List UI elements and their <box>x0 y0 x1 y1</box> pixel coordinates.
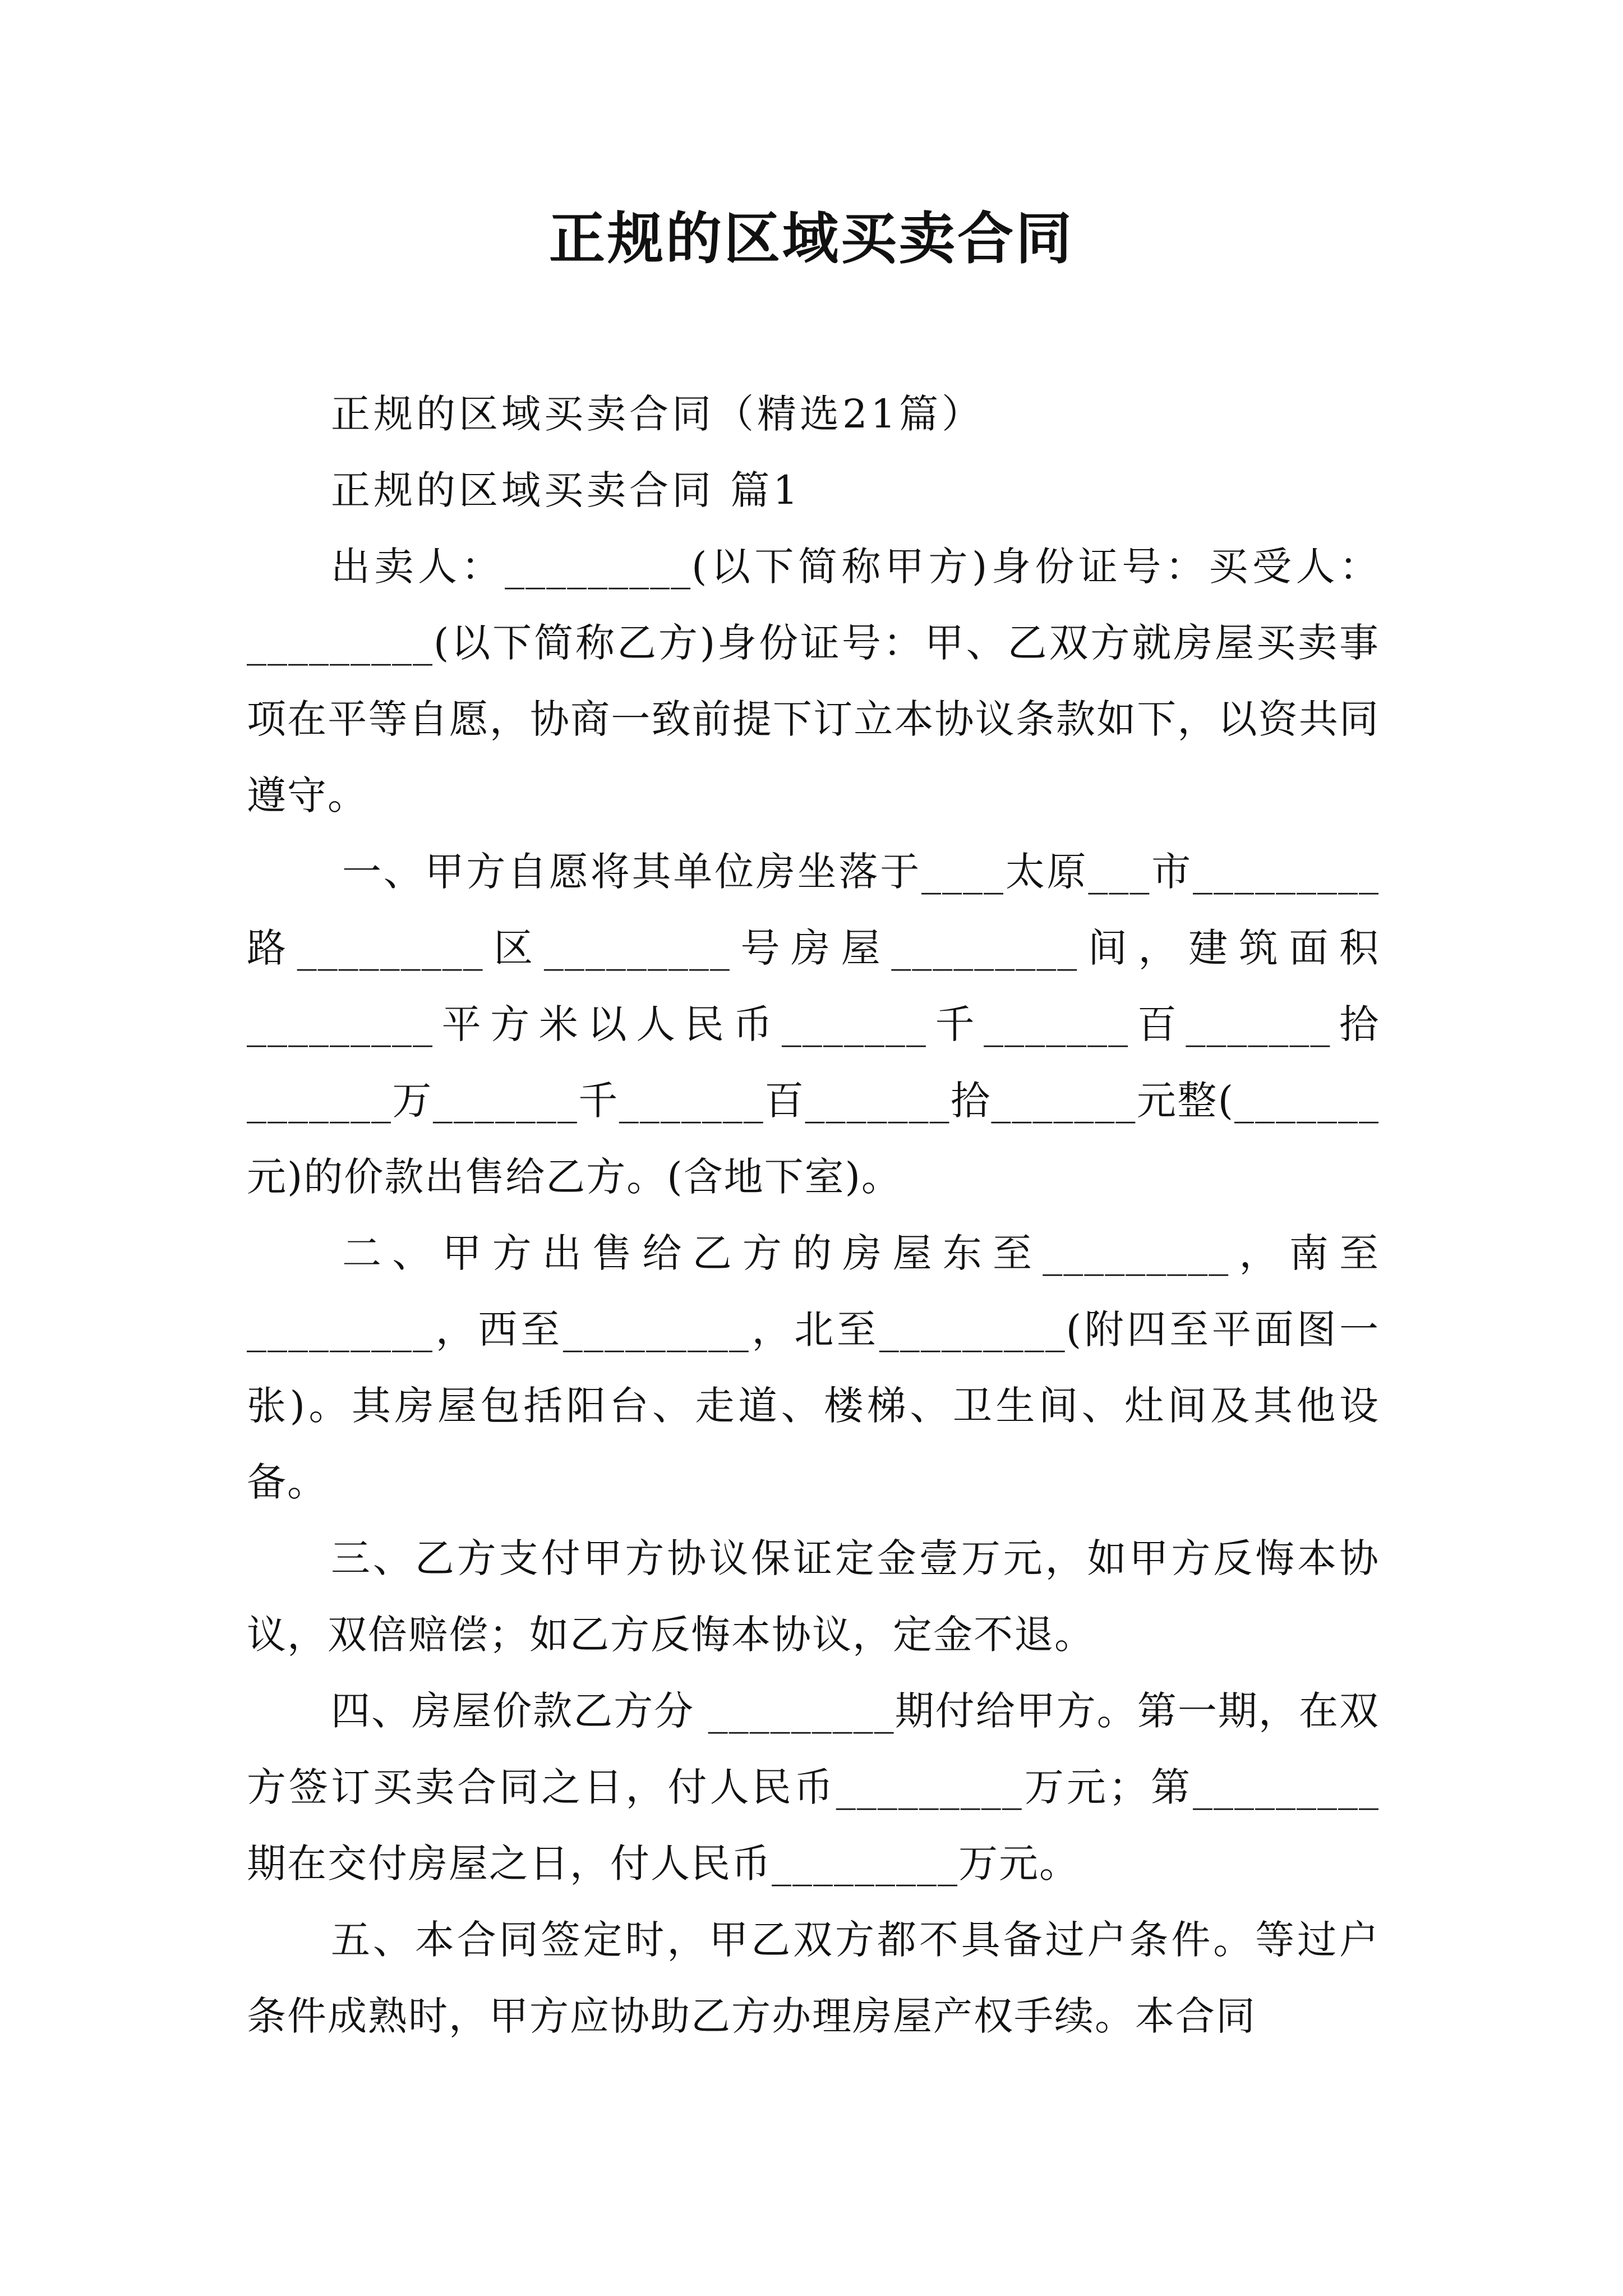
paragraph-clause-3: 三、乙方支付甲方协议保证定金壹万元，如甲方反悔本协议，双倍赔偿；如乙方反悔本协议，定金不退。 <box>247 1535 1380 1658</box>
paragraph-clause-4: 四、房屋价款乙方分 _________期付给甲方。第一期，在双方签订买卖合同之日，付人民币_________万元；第_________期在交付房屋之日，付人民币_________万元。 <box>247 1688 1380 1887</box>
paragraph-clause-1: 一、甲方自愿将其单位房坐落于____太原___市_________路_________区_________号房屋_________间，建筑面积_________平方米以人民币_______千_______百_______拾_______万_______千_______百_______拾_______元整(_______ 元)的价款出售给乙方。(含地下室)。 <box>247 849 1380 1200</box>
paragraph-clause-5: 五、本合同签定时，甲乙双方都不具备过户条件。等过户条件成熟时，甲方应协助乙方办理房屋产权手续。本合同 <box>247 1917 1380 2039</box>
paragraph-parties: 出卖人：_________(以下简称甲方)身份证号：买受人：_________(以下简称乙方)身份证号：甲、乙双方就房屋买卖事项在平等自愿，协商一致前提下订立本协议条款如下，以资共同遵守。 <box>247 544 1380 818</box>
document-title: 正规的区域买卖合同 <box>549 205 1074 272</box>
document-body <box>247 376 1380 2054</box>
document-subtitle: 正规的区域买卖合同（精选21篇） <box>331 391 985 437</box>
paragraph-clause-2: 二、甲方出售给乙方的房屋东至_________，南至_________，西至_________，北至_________(附四至平面图一张)。其房屋包括阳台、走道、楼梯、卫生间、灶间及其他设备。 <box>247 1230 1380 1505</box>
section-heading: 正规的区域买卖合同 篇1 <box>331 467 801 513</box>
